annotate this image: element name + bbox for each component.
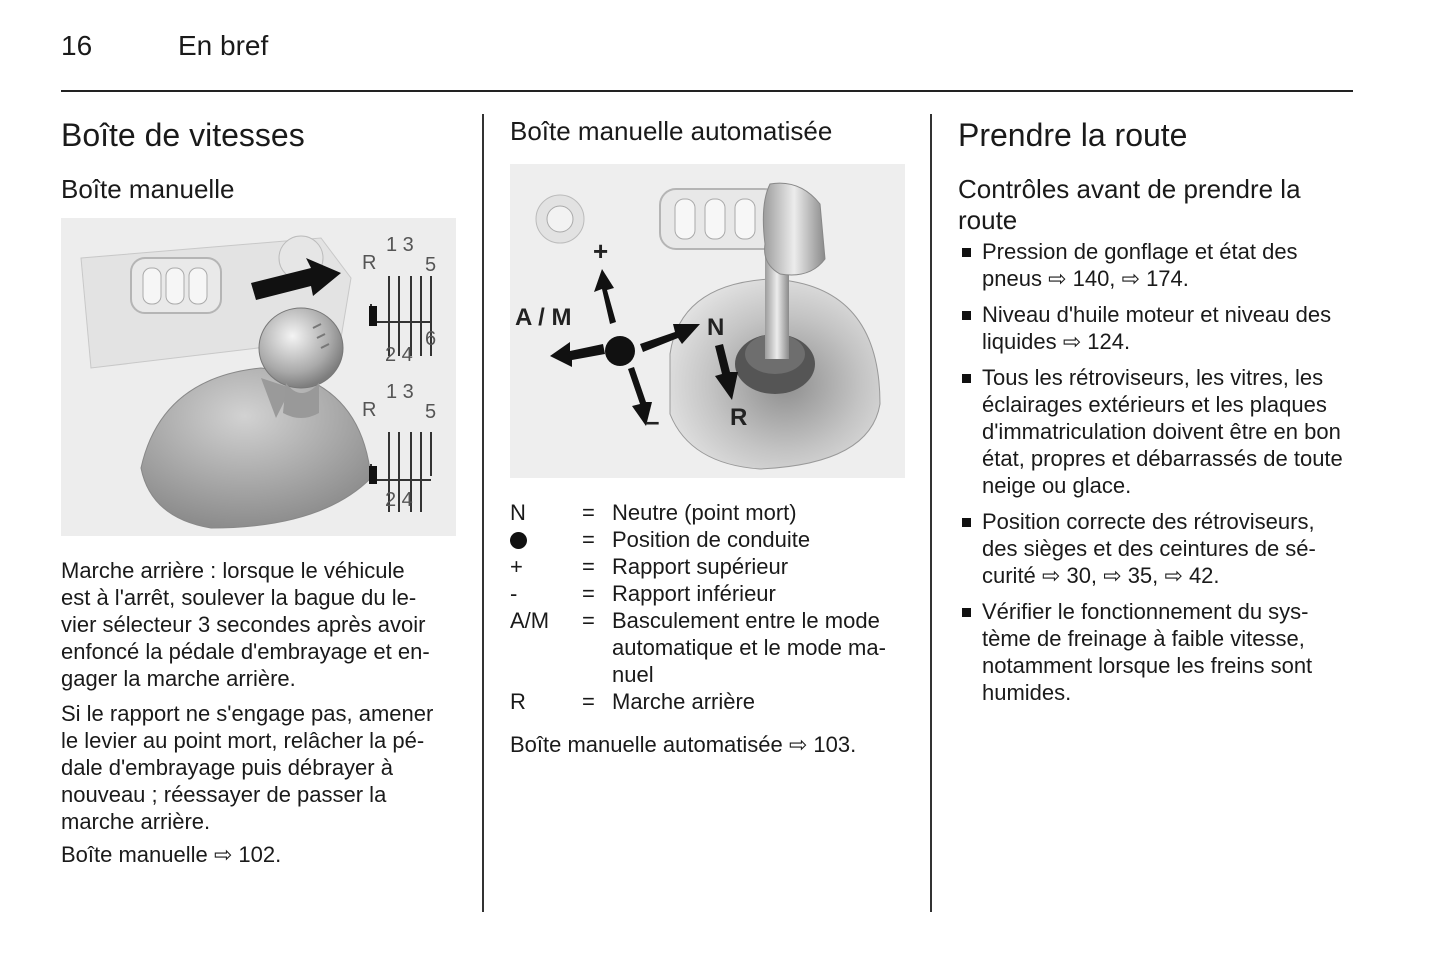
- list-item: Vérifier le fonctionnement du sys-tème de freinage à faible vitesse, notamment lorsque les freins sont humides.: [960, 598, 1355, 706]
- text-line: est à l'arrêt, soulever la bague du le-: [61, 585, 417, 610]
- text-line: vier sélecteur 3 secondes après avoir: [61, 612, 426, 637]
- text-line: enfoncé la pédale d'embrayage et en-: [61, 639, 430, 664]
- legend-row: [510, 553, 910, 580]
- gate-top-sixth-label: 6: [425, 328, 437, 350]
- text-line: le levier au point mort, relâcher la pé-: [61, 728, 425, 753]
- list-item: Tous les rétroviseurs, les vitres, les éclairages extérieurs et les plaques d'immatriculation doivent être en bon état, propres et débarrassés de toute neige ou glace.: [960, 364, 1355, 499]
- upshift-label: +: [593, 236, 609, 266]
- gate-top-numbers: 1 3: [386, 234, 414, 256]
- reverse-gear-paragraph: [61, 557, 461, 692]
- manual-gearbox-figure: [61, 218, 456, 536]
- gate-bottom-bottom-numbers: 2 4: [385, 489, 413, 511]
- neutral-label: N: [707, 314, 725, 341]
- page-number: 16: [61, 30, 93, 61]
- manual-gearbox-subheading: Boîte manuelle: [61, 174, 235, 204]
- legend-value: Marche arrière: [612, 689, 756, 714]
- legend-equals: =: [582, 581, 595, 606]
- text-line: gager la marche arrière.: [61, 666, 296, 691]
- pre-drive-checks-subheading: Contrôles avant de prendre la route: [958, 174, 1301, 235]
- gate-bottom-reverse-label: R: [362, 399, 377, 421]
- legend-row: [510, 688, 910, 715]
- list-item: Pression de gonflage et état des pneus ⇨ 140, ⇨ 174.: [960, 238, 1355, 292]
- legend-key-drive-dot: [510, 526, 582, 553]
- legend-key: -: [510, 581, 518, 606]
- legend-key: N: [510, 500, 526, 525]
- legend-key: A/M: [510, 608, 550, 633]
- legend-equals: =: [582, 554, 595, 579]
- gate-top-reverse-label: R: [362, 252, 377, 274]
- text-line: Marche arrière : lorsque le véhicule: [61, 558, 405, 583]
- legend-value: Basculement entre le mode automatique et le mode ma-nuel: [612, 608, 886, 687]
- legend-value: Position de conduite: [612, 527, 811, 552]
- legend-row: [510, 607, 910, 688]
- gate-top-fifth-label: 5: [425, 254, 437, 276]
- text-line: nouveau ; réessayer de passer la: [61, 782, 387, 807]
- column-divider-1: [482, 114, 484, 912]
- text-line: dale d'embrayage puis débrayer à: [61, 755, 393, 780]
- text-line: Si le rapport ne s'engage pas, amener: [61, 701, 434, 726]
- legend-equals: =: [582, 500, 595, 525]
- legend-value: Neutre (point mort): [612, 500, 797, 525]
- retry-paragraph: [61, 700, 461, 835]
- legend-row: [510, 580, 910, 607]
- automated-gearbox-subheading: Boîte manuelle automatisée: [510, 116, 833, 146]
- legend-equals: =: [582, 527, 595, 552]
- legend-key: R: [510, 689, 526, 714]
- section-title: En bref: [178, 30, 269, 61]
- gate-bottom-numbers: 1 3: [386, 381, 414, 403]
- legend-equals: =: [582, 689, 595, 714]
- gate-top-bottom-numbers: 2 4: [385, 344, 413, 366]
- pre-drive-checklist: [960, 238, 1355, 715]
- automated-gearbox-figure: [510, 164, 905, 478]
- text-line: marche arrière.: [61, 809, 211, 834]
- list-item: Position correcte des rétroviseurs, des sièges et des ceintures de sé-curité ⇨ 30, ⇨ 35, ⇨ 42.: [960, 508, 1355, 589]
- automated-gearbox-reference[interactable]: Boîte manuelle automatisée ⇨ 103.: [510, 732, 857, 757]
- auto-manual-label: A / M: [515, 304, 572, 331]
- downshift-label: –: [645, 406, 660, 436]
- legend-row: [510, 526, 910, 553]
- column-divider-2: [930, 114, 932, 912]
- manual-gearbox-reference[interactable]: Boîte manuelle ⇨ 102.: [61, 842, 282, 867]
- legend-equals: =: [582, 608, 595, 633]
- legend-value: Rapport supérieur: [612, 554, 789, 579]
- header-rule: [61, 90, 1353, 92]
- legend-row: [510, 499, 910, 526]
- gate-bottom-fifth-label: 5: [425, 401, 437, 423]
- list-item: Niveau d'huile moteur et niveau des liquides ⇨ 124.: [960, 301, 1355, 355]
- selector-legend: [510, 499, 910, 715]
- legend-value: Rapport inférieur: [612, 581, 776, 606]
- reverse-label: R: [730, 404, 748, 431]
- gearbox-heading: Boîte de vitesses: [61, 117, 305, 153]
- drive-position-dot-icon: [510, 532, 527, 549]
- driving-heading: Prendre la route: [958, 117, 1188, 153]
- legend-key: +: [510, 554, 523, 579]
